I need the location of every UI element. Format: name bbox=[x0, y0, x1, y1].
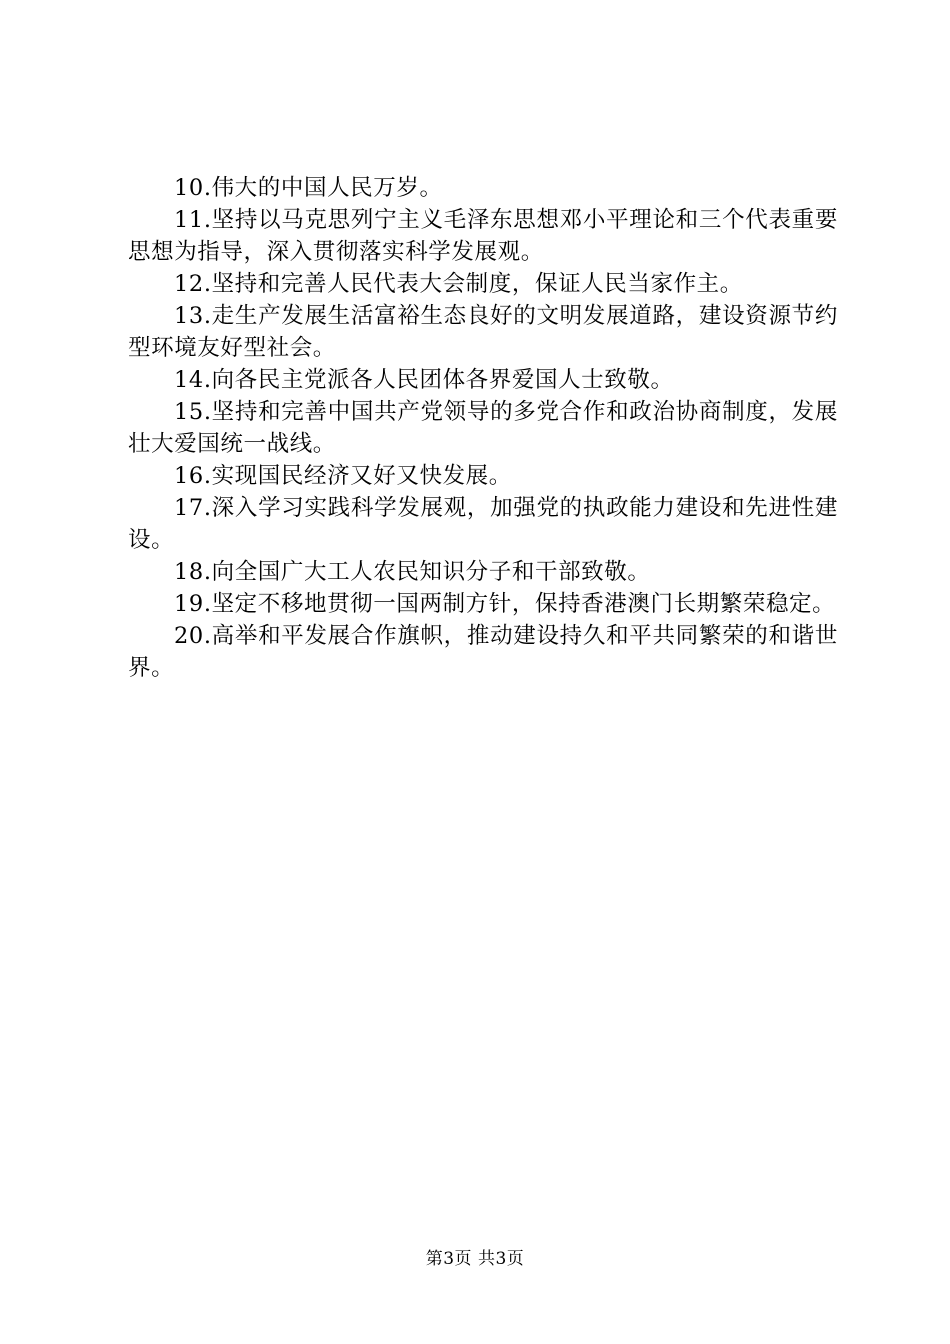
slogan-paragraph-14: 14.向各民主党派各人民团体各界爱国人士致敬。 bbox=[174, 367, 674, 393]
slogan-paragraph-20: 20.高举和平发展合作旗帜，推动建设持久和平共同繁荣的和谐世界。 bbox=[128, 623, 838, 681]
slogan-paragraph-12: 12.坚持和完善人民代表大会制度，保证人民当家作主。 bbox=[174, 271, 743, 297]
slogan-paragraph-15: 15.坚持和完善中国共产党领导的多党合作和政治协商制度，发展壮大爱国统一战线。 bbox=[128, 399, 838, 457]
slogan-paragraph-13: 13.走生产发展生活富裕生态良好的文明发展道路，建设资源节约型环境友好型社会。 bbox=[128, 303, 838, 361]
slogan-paragraph-19: 19.坚定不移地贯彻一国两制方针，保持香港澳门长期繁荣稳定。 bbox=[174, 591, 836, 617]
slogan-paragraph-11: 11.坚持以马克思列宁主义毛泽东思想邓小平理论和三个代表重要思想为指导，深入贯彻落实科学发展观。 bbox=[128, 207, 838, 265]
page-number-footer: 第3页 共3页 bbox=[425, 1249, 525, 1269]
slogan-paragraph-10: 10.伟大的中国人民万岁。 bbox=[174, 175, 443, 201]
slogan-paragraph-16: 16.实现国民经济又好又快发展。 bbox=[174, 463, 512, 489]
slogan-paragraph-17: 17.深入学习实践科学发展观，加强党的执政能力建设和先进性建设。 bbox=[128, 495, 838, 553]
slogan-paragraph-18: 18.向全国广大工人农民知识分子和干部致敬。 bbox=[174, 559, 651, 585]
document-body bbox=[128, 172, 838, 684]
